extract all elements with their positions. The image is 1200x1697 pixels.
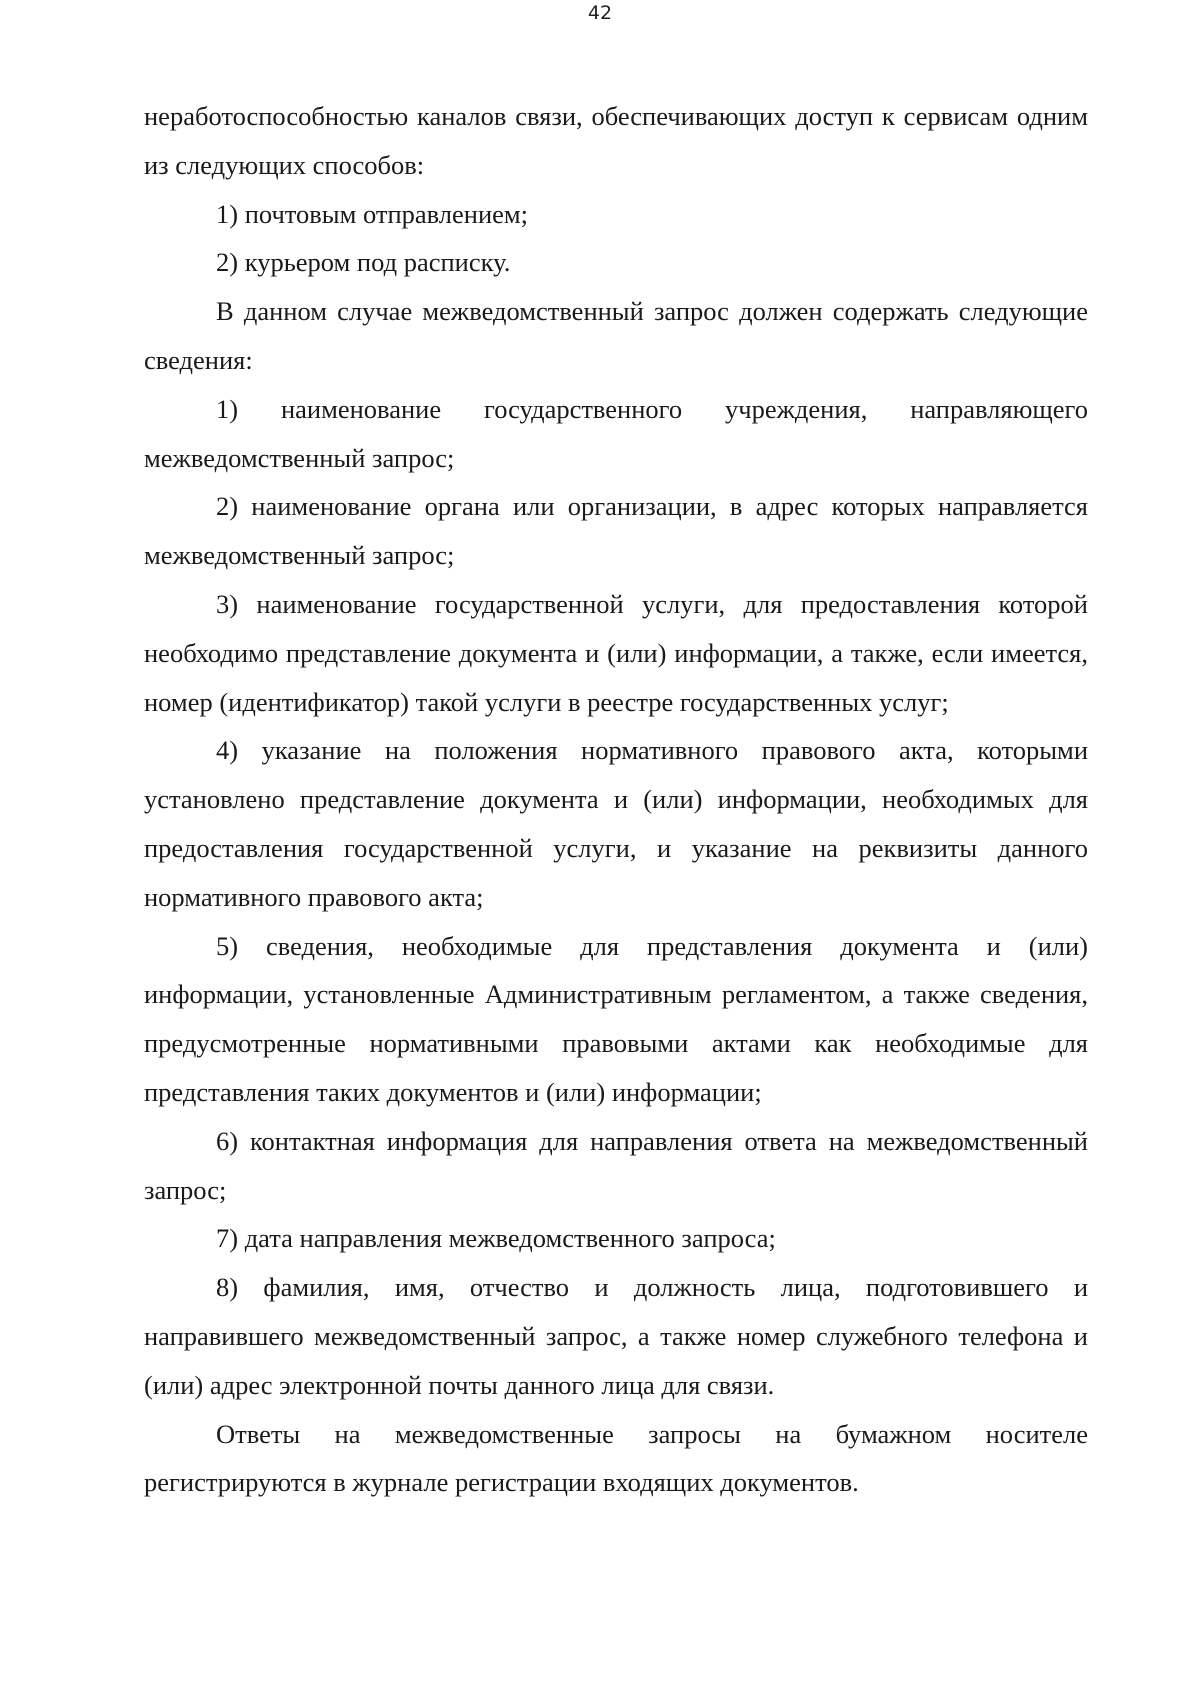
- paragraph-item-3: 3) наименование государственной услуги, для предоставления которой необходимо представление документа и (или) информации, а также, если имеется, номер (идентификатор) такой услуги в реестре государственных услуг;: [144, 588, 1088, 717]
- paragraph-item-4: 4) указание на положения нормативного правового акта, которыми установлено представление документа и (или) информации, необходимых для предоставления государственной услуги, и указание на реквизиты данного нормативного правового акта;: [144, 735, 1088, 912]
- paragraph-responses: Ответы на межведомственные запросы на бумажном носителе регистрируются в журнале регистрации входящих документов.: [144, 1418, 1088, 1498]
- paragraph-item-2: 2) наименование органа или организации, в адрес которых направляется межведомственный запрос;: [144, 491, 1088, 571]
- paragraph-item-1: 1) наименование государственного учреждения, направляющего межведомственный запрос;: [144, 393, 1088, 473]
- paragraph-item-6: 6) контактная информация для направления ответа на межведомственный запрос;: [144, 1125, 1088, 1205]
- paragraph-continuation: неработоспособностью каналов связи, обеспечивающих доступ к сервисам одним из следующих способов:: [144, 101, 1088, 180]
- paragraph-item-7: 7) дата направления межведомственного запроса;: [216, 1223, 776, 1254]
- document-body: [144, 92, 1088, 1507]
- paragraph-item-8: 8) фамилия, имя, отчество и должность лица, подготовившего и направившего межведомственный запрос, а также номер служебного телефона и (или) адрес электронной почты данного лица для связи.: [144, 1272, 1088, 1400]
- paragraph-method-courier: 2) курьером под расписку.: [216, 247, 511, 278]
- paragraph-item-5: 5) сведения, необходимые для представления документа и (или) информации, установленные Административным регламентом, а также сведения, предусмотренные нормативными правовыми актами как необходимые для представления таких документов и (или) информации;: [144, 930, 1088, 1107]
- paragraph-method-postal: 1) почтовым отправлением;: [216, 198, 529, 229]
- page-number: 42: [587, 2, 613, 24]
- paragraph-request-contents-intro: В данном случае межведомственный запрос должен содержать следующие сведения:: [144, 296, 1088, 375]
